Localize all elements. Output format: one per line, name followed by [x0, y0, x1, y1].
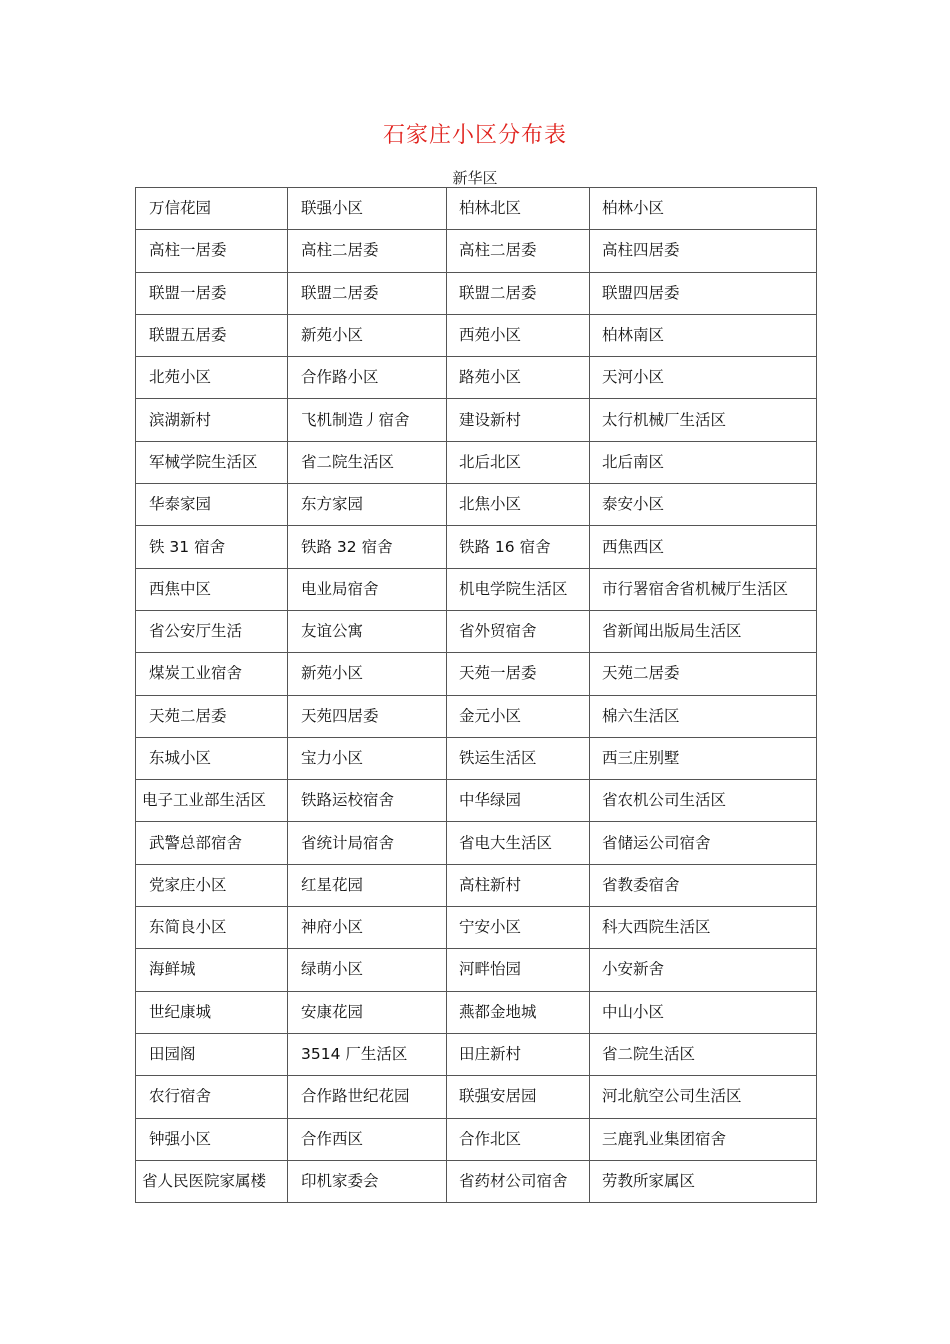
table-cell: 铁路 16 宿舍	[447, 526, 590, 568]
table-cell: 新苑小区	[288, 314, 447, 356]
table-cell: 燕都金地城	[447, 991, 590, 1033]
table-cell: 宝力小区	[288, 737, 447, 779]
table-cell: 联强安居园	[447, 1076, 590, 1118]
table-cell: 合作路小区	[288, 357, 447, 399]
table-cell: 省电大生活区	[447, 822, 590, 864]
table-cell: 机电学院生活区	[447, 568, 590, 610]
table-cell: 柏林南区	[590, 314, 817, 356]
table-cell: 天河小区	[590, 357, 817, 399]
table-cell: 河北航空公司生活区	[590, 1076, 817, 1118]
table-row	[136, 441, 817, 483]
table-cell: 铁路 32 宿舍	[288, 526, 447, 568]
table-cell: 三鹿乳业集团宿舍	[590, 1118, 817, 1160]
table-cell: 联盟一居委	[136, 272, 288, 314]
table-cell: 3514 厂生活区	[288, 1033, 447, 1075]
community-table-body	[136, 188, 817, 1203]
table-cell: 宁安小区	[447, 907, 590, 949]
table-cell: 棉六生活区	[590, 695, 817, 737]
table-cell: 柏林北区	[447, 188, 590, 230]
table-cell: 田庄新村	[447, 1033, 590, 1075]
table-cell: 西三庄别墅	[590, 737, 817, 779]
table-cell: 省公安厅生活	[136, 610, 288, 652]
table-cell: 天苑四居委	[288, 695, 447, 737]
table-cell: 东城小区	[136, 737, 288, 779]
table-row	[136, 991, 817, 1033]
table-cell: 省储运公司宿舍	[590, 822, 817, 864]
table-row	[136, 907, 817, 949]
table-row	[136, 949, 817, 991]
table-cell: 铁路运校宿舍	[288, 780, 447, 822]
table-cell: 高柱一居委	[136, 230, 288, 272]
table-cell: 联盟四居委	[590, 272, 817, 314]
table-cell: 党家庄小区	[136, 864, 288, 906]
table-cell: 友谊公寓	[288, 610, 447, 652]
table-cell: 联盟二居委	[447, 272, 590, 314]
table-cell: 中山小区	[590, 991, 817, 1033]
table-cell: 省药材公司宿舍	[447, 1160, 590, 1202]
table-cell: 铁运生活区	[447, 737, 590, 779]
table-row	[136, 1160, 817, 1202]
table-cell: 省统计局宿舍	[288, 822, 447, 864]
table-cell: 合作路世纪花园	[288, 1076, 447, 1118]
table-cell: 联强小区	[288, 188, 447, 230]
table-cell: 武警总部宿舍	[136, 822, 288, 864]
table-row	[136, 864, 817, 906]
table-cell: 西焦中区	[136, 568, 288, 610]
table-cell: 东简良小区	[136, 907, 288, 949]
table-cell: 建设新村	[447, 399, 590, 441]
table-cell: 北后北区	[447, 441, 590, 483]
table-cell: 东方家园	[288, 484, 447, 526]
table-row	[136, 357, 817, 399]
table-cell: 海鲜城	[136, 949, 288, 991]
table-cell: 电子工业部生活区	[136, 780, 288, 822]
table-cell: 泰安小区	[590, 484, 817, 526]
table-cell: 绿萌小区	[288, 949, 447, 991]
table-row	[136, 610, 817, 652]
table-cell: 联盟二居委	[288, 272, 447, 314]
table-cell: 高柱二居委	[447, 230, 590, 272]
table-cell: 农行宿舍	[136, 1076, 288, 1118]
table-cell: 军械学院生活区	[136, 441, 288, 483]
table-cell: 西苑小区	[447, 314, 590, 356]
table-cell: 天苑一居委	[447, 653, 590, 695]
table-row	[136, 230, 817, 272]
table-cell: 省农机公司生活区	[590, 780, 817, 822]
table-row	[136, 822, 817, 864]
table-cell: 钟强小区	[136, 1118, 288, 1160]
table-cell: 市行署宿舍省机械厅生活区	[590, 568, 817, 610]
table-cell: 煤炭工业宿舍	[136, 653, 288, 695]
table-cell: 安康花园	[288, 991, 447, 1033]
table-cell: 高柱四居委	[590, 230, 817, 272]
table-cell: 劳教所家属区	[590, 1160, 817, 1202]
table-cell: 中华绿园	[447, 780, 590, 822]
table-cell: 省教委宿舍	[590, 864, 817, 906]
table-cell: 路苑小区	[447, 357, 590, 399]
table-cell: 省人民医院家属楼	[136, 1160, 288, 1202]
table-row	[136, 568, 817, 610]
table-cell: 北后南区	[590, 441, 817, 483]
table-cell: 飞机制造丿宿舍	[288, 399, 447, 441]
table-row	[136, 399, 817, 441]
table-cell: 金元小区	[447, 695, 590, 737]
table-cell: 河畔怡园	[447, 949, 590, 991]
table-cell: 科大西院生活区	[590, 907, 817, 949]
table-row	[136, 653, 817, 695]
table-cell: 北苑小区	[136, 357, 288, 399]
document-title: 石家庄小区分布表	[382, 123, 567, 148]
table-row	[136, 1033, 817, 1075]
table-row	[136, 188, 817, 230]
table-cell: 田园阁	[136, 1033, 288, 1075]
table-cell: 省新闻出版局生活区	[590, 610, 817, 652]
table-cell: 印机家委会	[288, 1160, 447, 1202]
table-row	[136, 526, 817, 568]
table-cell: 西焦西区	[590, 526, 817, 568]
table-row	[136, 737, 817, 779]
table-row	[136, 780, 817, 822]
table-cell: 华泰家园	[136, 484, 288, 526]
table-cell: 联盟五居委	[136, 314, 288, 356]
table-cell: 柏林小区	[590, 188, 817, 230]
table-cell: 省外贸宿舍	[447, 610, 590, 652]
table-cell: 省二院生活区	[590, 1033, 817, 1075]
table-cell: 世纪康城	[136, 991, 288, 1033]
table-row	[136, 272, 817, 314]
table-row	[136, 1118, 817, 1160]
table-cell: 合作西区	[288, 1118, 447, 1160]
community-table	[135, 187, 817, 1203]
table-cell: 北焦小区	[447, 484, 590, 526]
table-cell: 万信花园	[136, 188, 288, 230]
table-cell: 太行机械厂生活区	[590, 399, 817, 441]
table-row	[136, 484, 817, 526]
table-cell: 新苑小区	[288, 653, 447, 695]
table-cell: 铁 31 宿舍	[136, 526, 288, 568]
table-cell: 红星花园	[288, 864, 447, 906]
table-cell: 电业局宿舍	[288, 568, 447, 610]
table-cell: 高柱二居委	[288, 230, 447, 272]
table-row	[136, 1076, 817, 1118]
district-heading: 新华区	[452, 169, 498, 187]
table-cell: 神府小区	[288, 907, 447, 949]
table-cell: 合作北区	[447, 1118, 590, 1160]
table-row	[136, 695, 817, 737]
table-cell: 高柱新村	[447, 864, 590, 906]
table-cell: 省二院生活区	[288, 441, 447, 483]
table-cell: 天苑二居委	[590, 653, 817, 695]
table-cell: 滨湖新村	[136, 399, 288, 441]
table-cell: 小安新舍	[590, 949, 817, 991]
table-cell: 天苑二居委	[136, 695, 288, 737]
table-row	[136, 314, 817, 356]
